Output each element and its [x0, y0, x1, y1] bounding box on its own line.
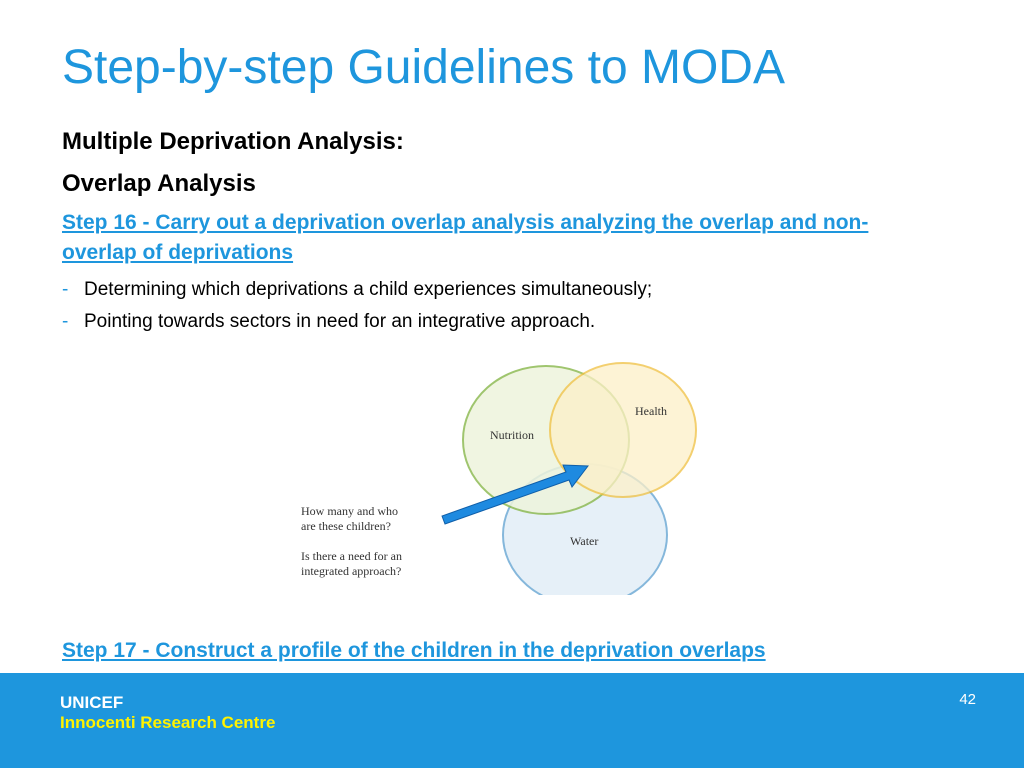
footer-bar	[0, 673, 1024, 768]
footer-org-name: UNICEF	[60, 693, 124, 712]
venn-diagram	[290, 355, 710, 595]
subheading-multiple-deprivation: Multiple Deprivation Analysis:	[62, 128, 404, 155]
question-how-many-line-1: How many and who	[301, 504, 398, 518]
bullet-text: Pointing towards sectors in need for an integrative approach.	[84, 311, 596, 332]
bullet-item	[62, 274, 652, 306]
page-number: 42	[959, 691, 976, 708]
step-16-link[interactable]: Step 16 - Carry out a deprivation overlap analysis analyzing the overlap and non-overlap of deprivations	[62, 211, 869, 264]
question-how-many-line-2: are these children?	[301, 519, 391, 533]
bullet-dash: -	[62, 279, 69, 300]
bullet-list	[62, 274, 652, 338]
subheading-overlap-analysis: Overlap Analysis	[62, 170, 256, 197]
footer-centre-name: Innocenti Research Centre	[60, 713, 276, 732]
slide-title: Step-by-step Guidelines to MODA	[62, 41, 785, 94]
nutrition-label: Nutrition	[490, 428, 534, 442]
bullet-item	[62, 306, 652, 338]
question-integrated-line-1: Is there a need for an	[301, 549, 402, 563]
water-label: Water	[570, 534, 599, 548]
bullet-dash: -	[62, 311, 69, 332]
question-integrated-line-2: integrated approach?	[301, 564, 402, 578]
step-17-link[interactable]: Step 17 - Construct a profile of the children in the deprivation overlaps	[62, 639, 766, 662]
bullet-text: Determining which deprivations a child experiences simultaneously;	[84, 279, 653, 300]
health-label: Health	[635, 404, 667, 418]
